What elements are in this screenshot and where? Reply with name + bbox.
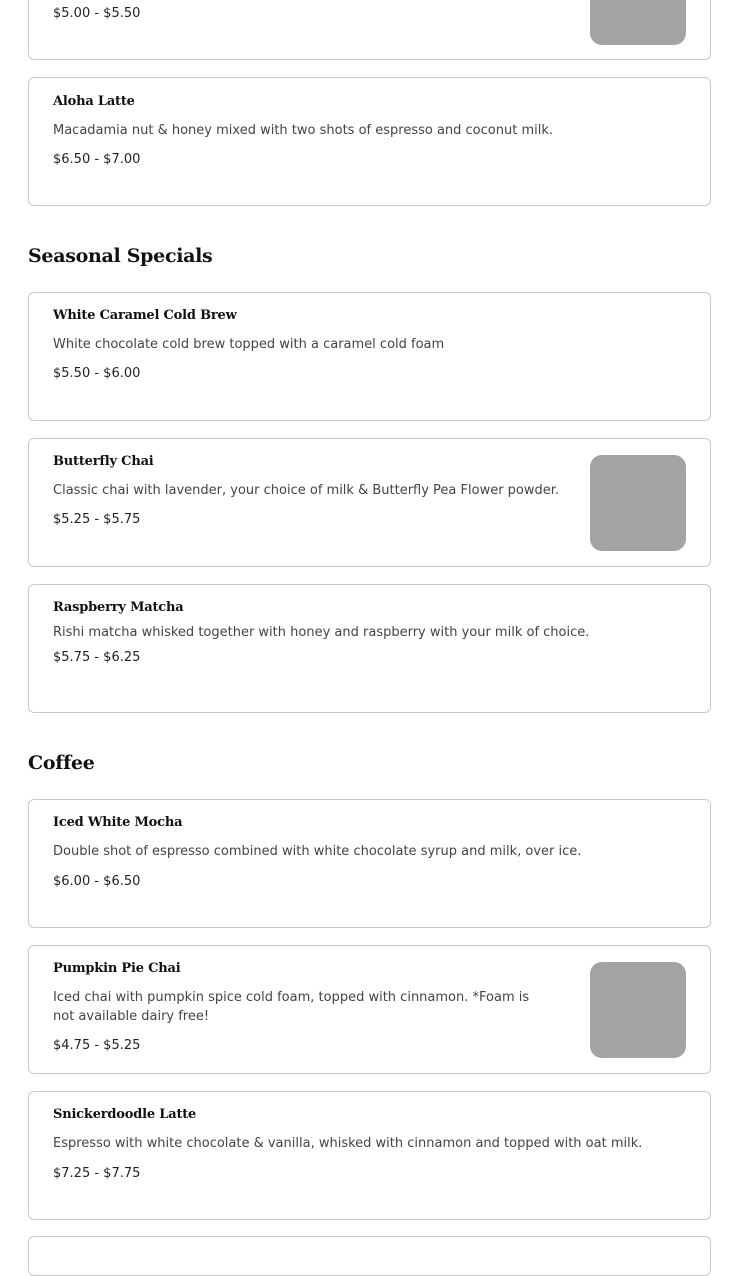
section-title-coffee: Coffee xyxy=(28,752,95,774)
item-price: $7.25 - $7.75 xyxy=(53,1166,141,1181)
menu-item-white-caramel-cold-brew[interactable] xyxy=(28,292,711,421)
item-price: $4.75 - $5.25 xyxy=(53,1038,141,1053)
item-image xyxy=(590,455,686,551)
item-name: White Caramel Cold Brew xyxy=(53,308,237,323)
menu-item-card[interactable] xyxy=(28,1236,711,1276)
menu-item-snickerdoodle-latte[interactable] xyxy=(28,1091,711,1220)
item-description: Rishi matcha whisked together with honey and raspberry with your milk of choice. xyxy=(53,625,590,640)
menu-item-card[interactable] xyxy=(28,0,711,60)
menu-item-pumpkin-pie-chai[interactable] xyxy=(28,945,711,1074)
item-name: Snickerdoodle Latte xyxy=(53,1107,197,1122)
menu-item-iced-white-mocha[interactable] xyxy=(28,799,711,928)
item-name: Aloha Latte xyxy=(53,94,135,109)
item-price: $5.75 - $6.25 xyxy=(53,650,141,665)
item-description: Macadamia nut & honey mixed with two shots of espresso and coconut milk. xyxy=(53,123,553,138)
item-description: Double shot of espresso combined with white chocolate syrup and milk, over ice. xyxy=(53,844,582,859)
menu-item-raspberry-matcha[interactable] xyxy=(28,584,711,713)
section-title-seasonal-specials: Seasonal Specials xyxy=(28,245,213,267)
item-price: $5.50 - $6.00 xyxy=(53,366,141,381)
item-name: Iced White Mocha xyxy=(53,815,183,830)
item-price: $5.25 - $5.75 xyxy=(53,512,141,527)
item-description: Iced chai with pumpkin spice cold foam, topped with cinnamon. *Foam is not available dairy free! xyxy=(53,990,530,1024)
item-description: Classic chai with lavender, your choice of milk & Butterfly Pea Flower powder. xyxy=(53,483,560,498)
item-price: $6.50 - $7.00 xyxy=(53,152,141,167)
item-description: White chocolate cold brew topped with a caramel cold foam xyxy=(53,337,445,352)
item-image xyxy=(590,0,686,45)
menu-item-aloha-latte[interactable] xyxy=(28,77,711,206)
item-image xyxy=(590,962,686,1058)
item-description: Espresso with white chocolate & vanilla, whisked with cinnamon and topped with oat milk. xyxy=(53,1136,643,1151)
item-name: Pumpkin Pie Chai xyxy=(53,961,181,976)
item-price: $5.00 - $5.50 xyxy=(53,6,141,21)
menu-item-butterfly-chai[interactable] xyxy=(28,438,711,567)
item-name: Butterfly Chai xyxy=(53,454,154,469)
item-name: Raspberry Matcha xyxy=(53,600,184,615)
item-price: $6.00 - $6.50 xyxy=(53,874,141,889)
